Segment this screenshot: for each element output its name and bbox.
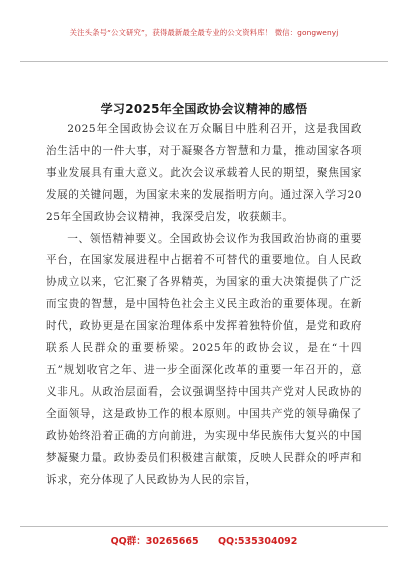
paragraph-intro: 2025年全国政协会议在万众瞩目中胜利召开，这是我国政治生活中的一件大事，对于凝聚各方智慧和力量，推动国家各项事业发展具有重大意义。此次会议承载着人民的期望，聚焦国家发展的关键问题，为国家未来的发展指明方向。通过深入学习2025年全国政协会议精神，我深受启发，收获颇丰。 (46, 123, 362, 223)
document-title: 学习2025年全国政协会议精神的感悟 (100, 102, 308, 116)
footer-contact (0, 533, 408, 547)
paragraph-section-one: 一、领悟精神要义。全国政协会议作为我国政治协商的重要平台，在国家发展进程中占据着不可替代的重要地位。自人民政协成立以来，它汇聚了各界精英，为国家的重大决策提供了广泛而宝贵的智慧，是中国特色社会主义民主政治的重要体现。在新时代，政协更是在国家治理体系中发挥着独特价值，是党和政府联系人民群众的重要桥梁。2025年的政协会议，是在“十四五”规划收官之年、进一步全面深化改革的重要一年召开的，意义非凡。从政治层面看，会议强调坚持中国共产党对人民政协的全面领导，这是政协工作的根本原则。中国共产党的领导确保了政协始终沿着正确的方向前进，为实现中华民族伟大复兴的中国梦凝聚力量。政协委员们积极建言献策，反映人民群众的呼声和诉求，充分体现了人民政协为人民的宗旨， (46, 232, 362, 486)
page-header (20, 0, 388, 62)
header-promo-note: 关注头条号“公文研究”，获得最新最全最专业的公文资料库！ 微信：gongwenyj (69, 28, 339, 37)
footer-divider (20, 526, 388, 527)
footer-qq-number: QQ:535304092 (217, 536, 298, 547)
footer-qq-group: QQ群：30265665 (110, 536, 199, 547)
document-body (46, 119, 362, 491)
